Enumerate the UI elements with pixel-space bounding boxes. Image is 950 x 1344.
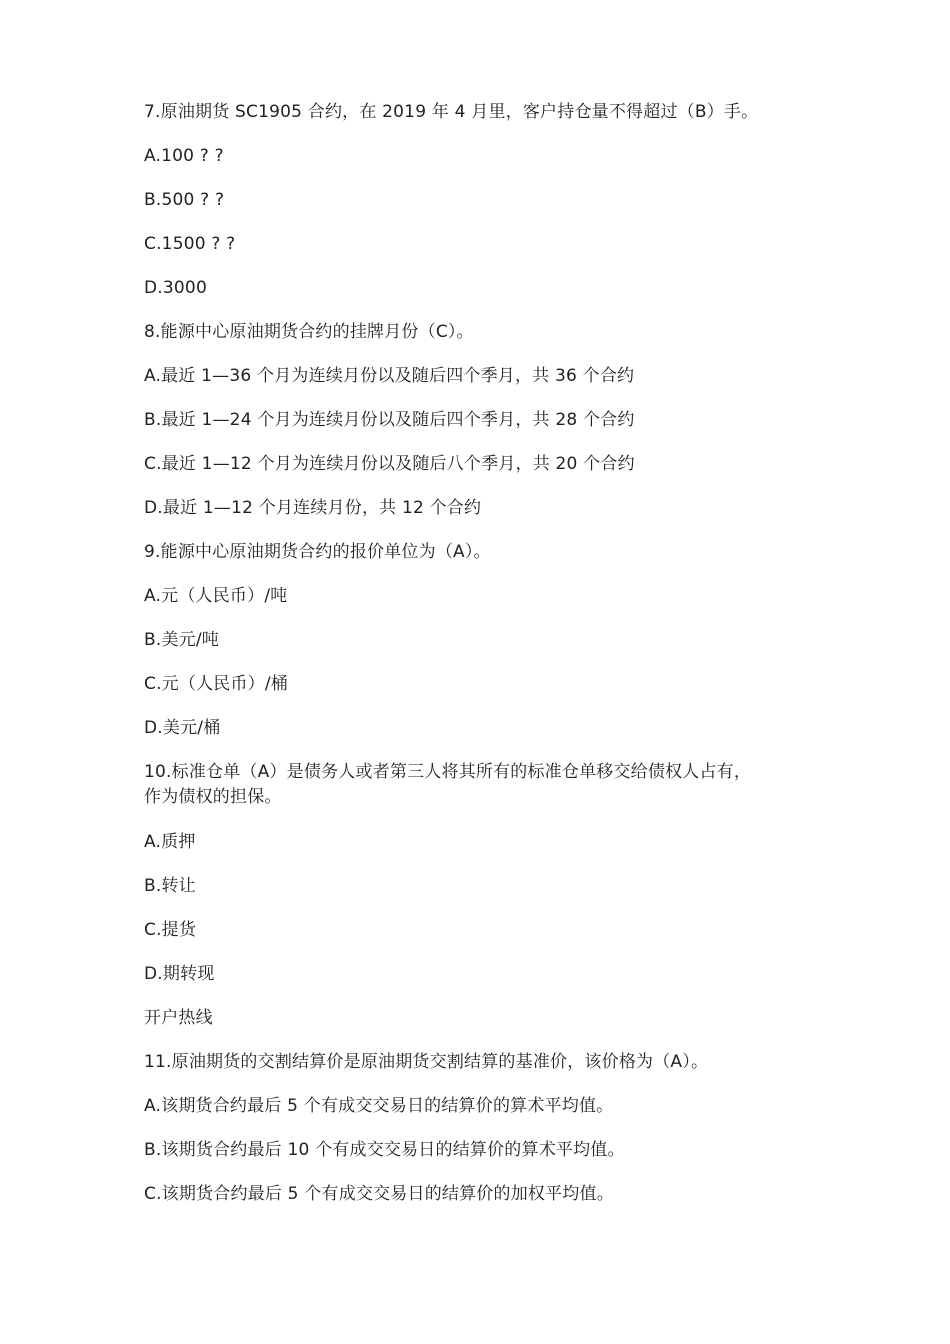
option-9a: A.元（人民币）/吨: [144, 586, 288, 606]
option-7c: C.1500 ? ?: [144, 234, 236, 254]
option-10a: A.质押: [144, 832, 196, 852]
option-10b: B.转让: [144, 876, 196, 896]
option-11c: C.该期货合约最后 5 个有成交交易日的结算价的加权平均值。: [144, 1184, 614, 1204]
option-8a: A.最近 1—36 个月为连续月份以及随后四个季月，共 36 个合约: [144, 366, 635, 386]
option-11b: B.该期货合约最后 10 个有成交交易日的结算价的算术平均值。: [144, 1140, 625, 1160]
question-9: 9.能源中心原油期货合约的报价单位为（A）。: [144, 542, 491, 562]
option-7a: A.100 ? ?: [144, 146, 224, 166]
option-7d: D.3000: [144, 278, 207, 298]
option-7b: B.500 ? ?: [144, 190, 225, 210]
question-10-line-2: 作为债权的担保。: [144, 787, 282, 807]
question-7: 7.原油期货 SC1905 合约，在 2019 年 4 月里，客户持仓量不得超过（B）手。: [144, 102, 759, 122]
option-11a: A.该期货合约最后 5 个有成交交易日的结算价的算术平均值。: [144, 1096, 614, 1116]
option-8c: C.最近 1—12 个月为连续月份以及随后八个季月，共 20 个合约: [144, 454, 635, 474]
option-10c: C.提货: [144, 920, 197, 940]
question-10-line-1: 10.标准仓单（A）是债务人或者第三人将其所有的标准仓单移交给债权人占有，: [144, 762, 752, 782]
option-8d: D.最近 1—12 个月连续月份，共 12 个合约: [144, 498, 482, 518]
option-9c: C.元（人民币）/桶: [144, 674, 289, 694]
option-8b: B.最近 1—24 个月为连续月份以及随后四个季月，共 28 个合约: [144, 410, 635, 430]
option-9b: B.美元/吨: [144, 630, 219, 650]
option-10d: D.期转现: [144, 964, 215, 984]
question-11: 11.原油期货的交割结算价是原油期货交割结算的基准价，该价格为（A）。: [144, 1052, 709, 1072]
option-9d: D.美元/桶: [144, 718, 221, 738]
question-8: 8.能源中心原油期货合约的挂牌月份（C）。: [144, 322, 474, 342]
account-hotline-text: 开户热线: [144, 1008, 213, 1028]
